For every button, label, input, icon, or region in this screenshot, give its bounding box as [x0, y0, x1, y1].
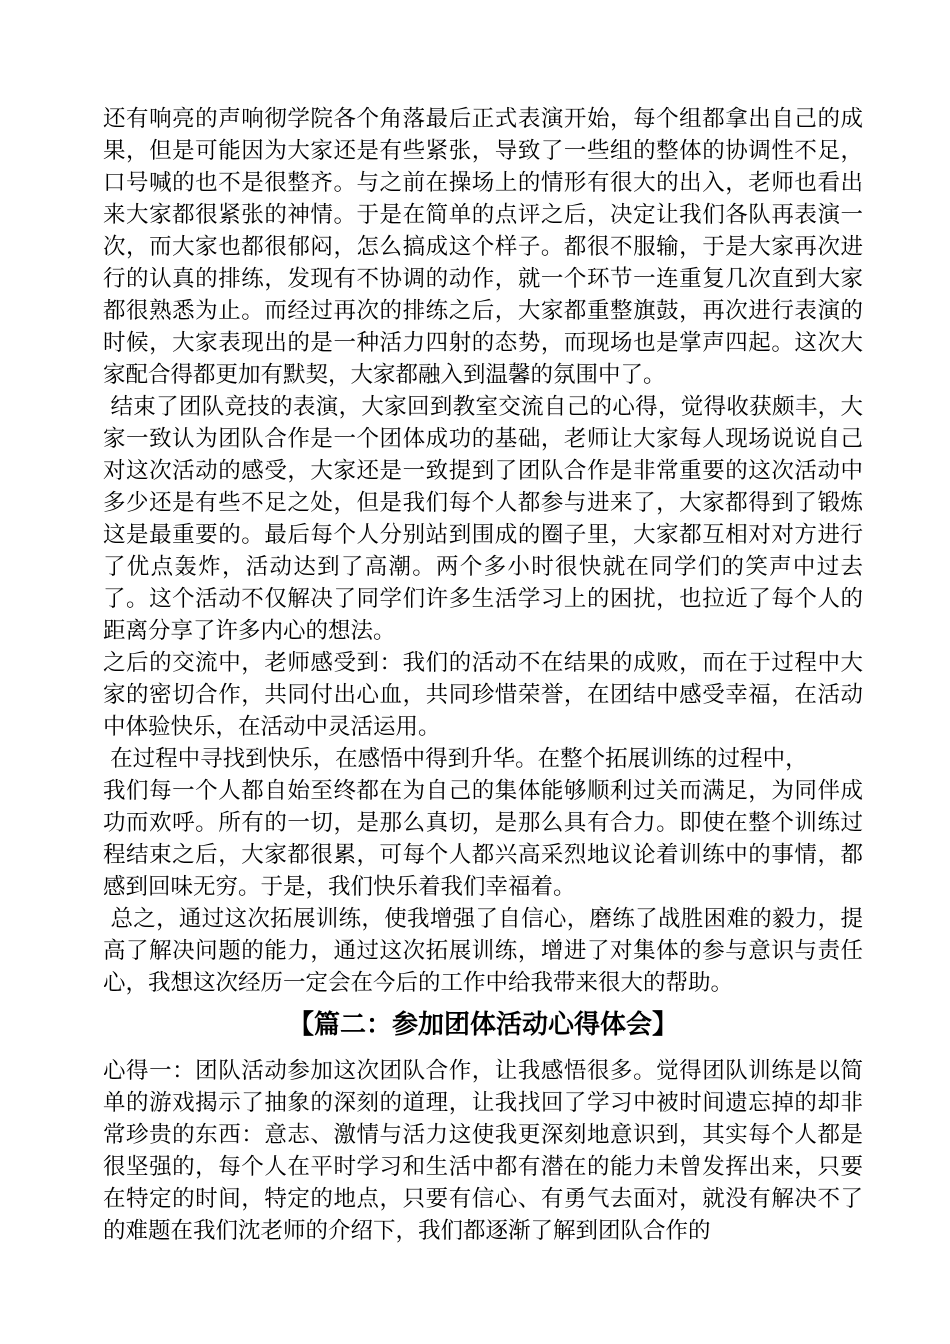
document-page — [103, 103, 863, 1247]
section-heading: 【篇二：参加团体活动心得体会】 — [287, 1010, 678, 1040]
paragraph-conclusion: 总之，通过这次拓展训练，使我增强了自信心，磨练了战胜困难的毅力，提高了解决问题的能力，通过这次拓展训练，增进了对集体的参与意识与责任心，我想这次经历一定会在今后的工作中给我带来很大的帮助。 — [103, 906, 863, 996]
paragraph-training-joy: 在过程中寻找到快乐，在感悟中得到升华。在整个拓展训练的过程中， 我们每一个人都自始至终都在为自己的集体能够顺利过关而满足，为同伴成功而欢呼。所有的一切，是那么真切，是那么具有合力。即使在整个训练过程结束之后，大家都很累，可每个人都兴高采烈地议论着训练中的事情，都感到回味无穷。于是，我们快乐着我们幸福着。 — [103, 746, 863, 900]
paragraph-team-reflection: 结束了团队竞技的表演，大家回到教室交流自己的心得，觉得收获颇丰，大家一致认为团队合作是一个团体成功的基础，老师让大家每人现场说说自己对这次活动的感受，大家还是一致提到了团队合作是非常重要的这次活动中多少还是有些不足之处，但是我们每个人都参与进来了，大家都得到了锻炼这是最重要的。最后每个人分别站到围成的圈子里，大家都互相对对方进行了优点轰炸，活动达到了高潮。两个多小时很快就在同学们的笑声中过去了。这个活动不仅解决了同学们许多生活学习上的困扰，也拉近了每个人的距离分享了许多内心的想法。 — [103, 394, 863, 644]
paragraph-performance: 还有响亮的声响彻学院各个角落最后正式表演开始，每个组都拿出自己的成果，但是可能因为大家还是有些紧张，导致了一些组的整体的协调性不足，口号喊的也不是很整齐。与之前在操场上的情形有很大的出入，老师也看出来大家都很紧张的神情。于是在简单的点评之后，决定让我们各队再表演一次，而大家也都很郁闷，怎么搞成这个样子。都很不服输，于是大家再次进行的认真的排练，发现有不协调的动作，就一个环节一连重复几次直到大家都很熟悉为止。而经过再次的排练之后，大家都重整旗鼓，再次进行表演的时候，大家表现出的是一种活力四射的态势，而现场也是掌声四起。这次大家配合得都更加有默契，大家都融入到温馨的氛围中了。 — [103, 106, 863, 388]
paragraph-experience-one: 心得一：团队活动参加这次团队合作，让我感悟很多。觉得团队训练是以简单的游戏揭示了抽象的深刻的道理，让我找回了学习中被时间遗忘掉的却非常珍贵的东西：意志、激情与活力这使我更深刻地意识到，其实每个人都是很坚强的，每个人在平时学习和生活中都有潜在的能力未曾发挥出来，只要在特定的时间，特定的地点，只要有信心、有勇气去面对，就没有解决不了的难题在我们沈老师的介绍下，我们都逐渐了解到团队合作的 — [103, 1058, 863, 1244]
paragraph-teacher-feedback: 之后的交流中，老师感受到：我们的活动不在结果的成败，而在于过程中大家的密切合作，共同付出心血，共同珍惜荣誉，在团结中感受幸福，在活动中体验快乐，在活动中灵活运用。 — [103, 650, 863, 740]
